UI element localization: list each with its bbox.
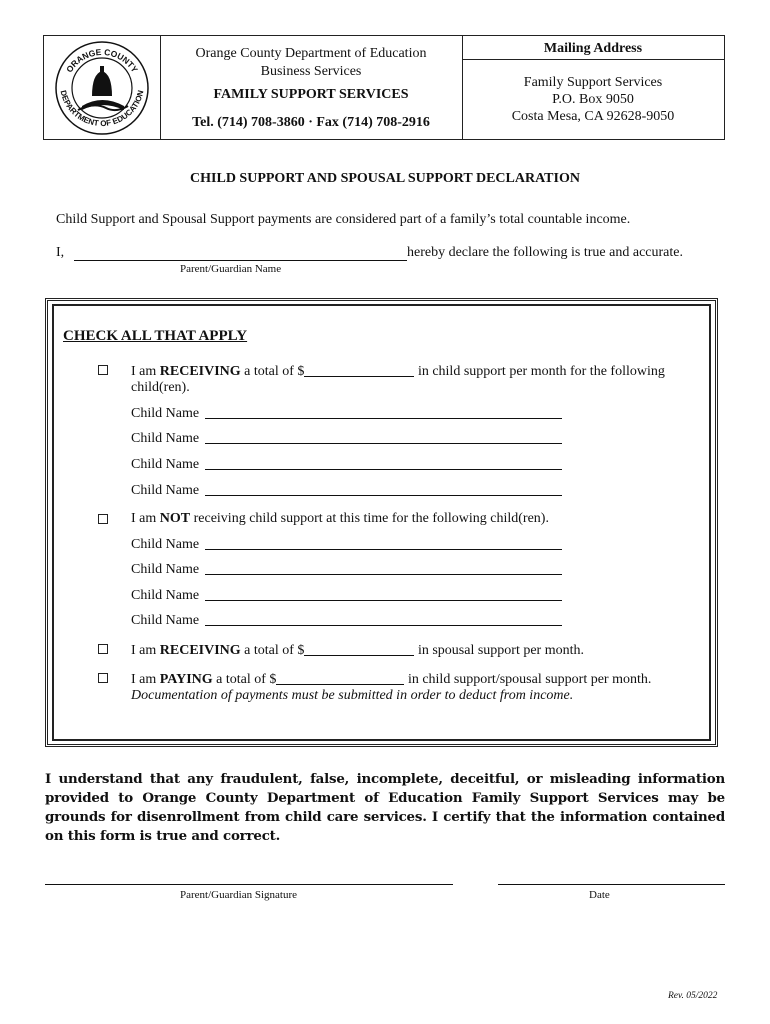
- child-name-field[interactable]: [205, 574, 562, 575]
- seal-top-text: ORANGE COUNTY: [64, 46, 140, 75]
- checklist-heading: CHECK ALL THAT APPLY: [63, 328, 248, 344]
- item1-pre: I am: [131, 364, 160, 379]
- spousal-support-received-amount[interactable]: [304, 641, 414, 656]
- child-name-label: Child Name: [131, 457, 200, 472]
- logo-cell: [44, 36, 161, 139]
- declare-suffix: hereby declare the following is true and accurate.: [407, 245, 683, 260]
- signature-field[interactable]: [45, 884, 453, 885]
- child-name-label: Child Name: [131, 562, 200, 577]
- program-name: FAMILY SUPPORT SERVICES: [213, 87, 409, 102]
- item2-pre: I am: [131, 511, 160, 526]
- child-name-field[interactable]: [205, 469, 562, 470]
- child-name-field[interactable]: [205, 443, 562, 444]
- item2-bold: NOT: [159, 511, 191, 526]
- child-name-label: Child Name: [131, 483, 200, 498]
- child-name-row-8: [131, 613, 571, 631]
- org-division: Business Services: [260, 64, 362, 79]
- receiving-child-support-checkbox[interactable]: [98, 365, 108, 375]
- child-name-row-3: [131, 457, 571, 475]
- item1-bold: RECEIVING: [159, 364, 241, 379]
- mailing-line3: Costa Mesa, CA 92628-9050: [511, 109, 675, 124]
- intro-text: Child Support and Spousal Support payments are considered part of a family’s total countable income.: [56, 212, 631, 227]
- paying-support-checkbox[interactable]: [98, 673, 108, 683]
- child-name-label: Child Name: [131, 431, 200, 446]
- item1-post: in child support per month for the following: [414, 364, 665, 379]
- child-name-row-6: [131, 562, 571, 580]
- child-name-field[interactable]: [205, 495, 562, 496]
- item2-post: receiving child support at this time for the following child(ren).: [190, 511, 549, 526]
- child-name-label: Child Name: [131, 588, 200, 603]
- child-name-field[interactable]: [205, 418, 562, 419]
- item4-bold: PAYING: [159, 672, 213, 687]
- item3-pre: I am: [131, 643, 160, 658]
- child-name-row-4: [131, 483, 571, 501]
- child-name-row-1: [131, 406, 571, 424]
- signature-label: Parent/Guardian Signature: [180, 889, 297, 901]
- not-receiving-child-support-checkbox[interactable]: [98, 514, 108, 524]
- documentation-note: Documentation of payments must be submitted in order to deduct from income.: [131, 688, 574, 703]
- item3-text: [131, 641, 584, 659]
- county-seal-logo: [44, 36, 160, 139]
- certification-statement: I understand that any fraudulent, false, incomplete, deceitful, or misleading information provided to Orange County Department of Education Family Support Services may be grounds for disenrollment from child care services. I certify that the information contained on this form is true and correct.: [45, 771, 725, 844]
- child-name-label: Child Name: [131, 537, 200, 552]
- org-info-cell: [160, 36, 463, 139]
- item3-bold: RECEIVING: [159, 643, 241, 658]
- parent-name-label: Parent/Guardian Name: [180, 263, 282, 275]
- child-name-field[interactable]: [205, 600, 562, 601]
- child-name-field[interactable]: [205, 625, 562, 626]
- phone-fax: Tel. (714) 708-3860 · Fax (714) 708-2916: [192, 115, 430, 130]
- mailing-line2: P.O. Box 9050: [552, 92, 634, 107]
- mailing-address-cell: [462, 36, 724, 139]
- item1-mid: a total of $: [240, 364, 305, 379]
- item2-text: [131, 511, 549, 527]
- mailing-heading: Mailing Address: [543, 41, 643, 56]
- header-table: [43, 35, 725, 140]
- item4-pre: I am: [131, 672, 160, 687]
- revision-date: Rev. 05/2022: [668, 991, 718, 1001]
- item1-cont: child(ren).: [131, 380, 190, 395]
- date-field[interactable]: [498, 884, 725, 885]
- form-title: CHILD SUPPORT AND SPOUSAL SUPPORT DECLARATION: [190, 171, 580, 186]
- parent-name-field[interactable]: [74, 244, 407, 261]
- child-name-field[interactable]: [205, 549, 562, 550]
- support-paid-amount[interactable]: [276, 670, 404, 685]
- item4-mid: a total of $: [212, 672, 277, 687]
- item4-text: [131, 670, 651, 688]
- child-name-label: Child Name: [131, 406, 200, 421]
- item3-post: in spousal support per month.: [414, 643, 584, 658]
- date-label: Date: [589, 889, 610, 901]
- receiving-spousal-support-checkbox[interactable]: [98, 644, 108, 654]
- declare-prefix: I,: [56, 245, 65, 260]
- child-name-row-5: [131, 537, 571, 555]
- item1-text: [131, 362, 665, 380]
- child-name-row-7: [131, 588, 571, 606]
- mailing-line1: Family Support Services: [523, 75, 663, 90]
- child-name-row-2: [131, 431, 571, 449]
- org-name: Orange County Department of Education: [195, 46, 427, 61]
- seal-bottom-text: DEPARTMENT OF EDUCATION: [58, 89, 146, 129]
- child-support-received-amount[interactable]: [304, 362, 414, 377]
- child-name-label: Child Name: [131, 613, 200, 628]
- item4-post: in child support/spousal support per month.: [404, 672, 652, 687]
- mailing-divider: [462, 59, 724, 60]
- item3-mid: a total of $: [240, 643, 305, 658]
